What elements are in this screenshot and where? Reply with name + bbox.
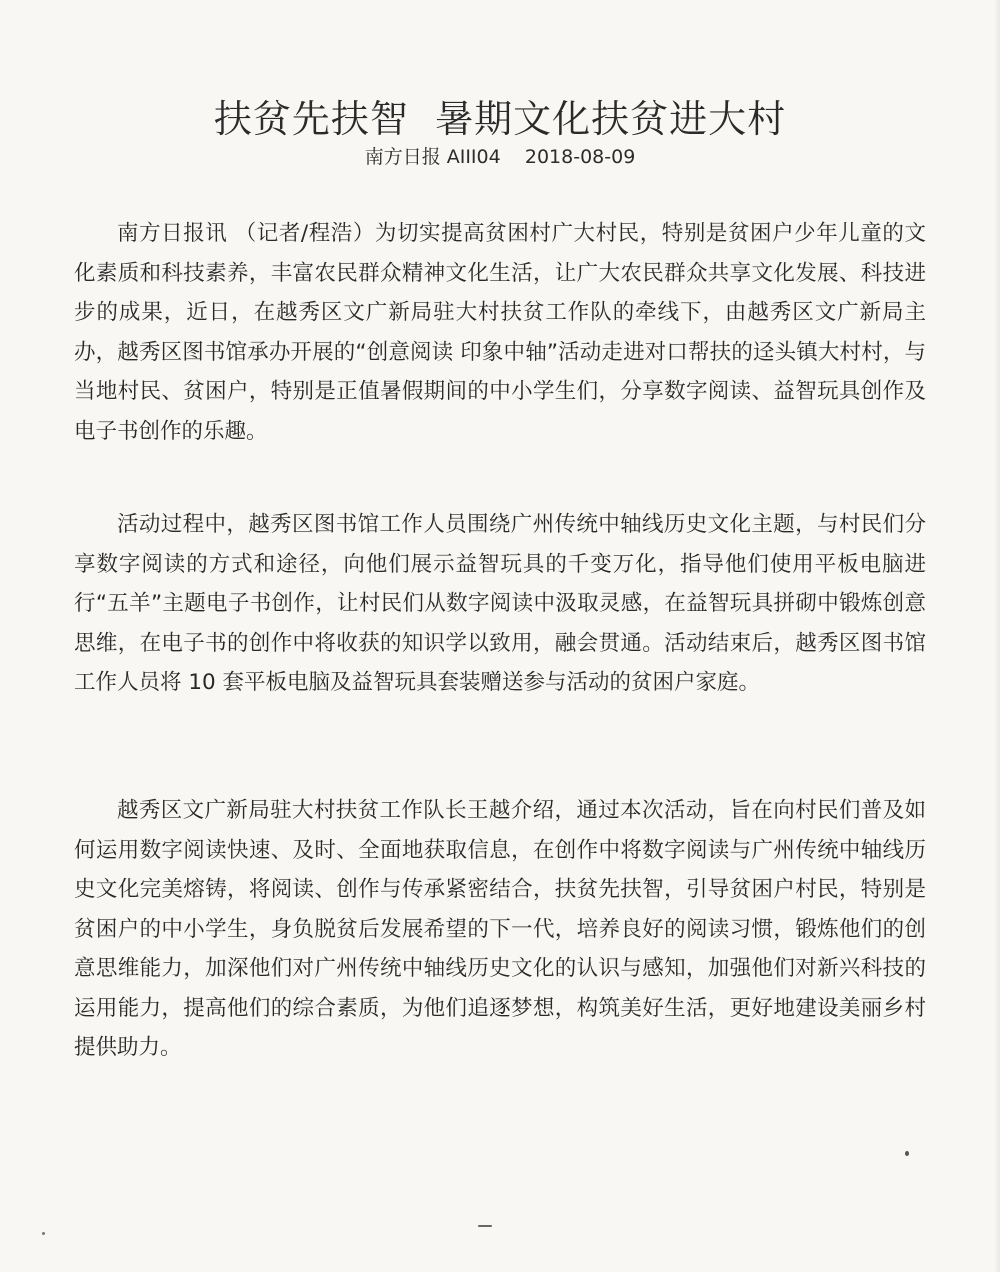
scan-speck [42,1232,45,1235]
scan-edge-shadow [994,0,1000,1272]
article-source-line: 南方日报 AIII04 2018-08-09 [364,146,636,168]
article-title: 扶贫先扶智 暑期文化扶贫进大村 [213,97,787,142]
article-paragraph-3: 越秀区文广新局驻大村扶贫工作队长王越介绍，通过本次活动，旨在向村民们普及如何运用数字阅读快速、及时、全面地获取信息，在创作中将数字阅读与广州传统中轴线历史文化完美熔铸，将阅读、创作与传承紧密结合，扶贫先扶智，引导贫困户村民，特别是贫困户的中小学生，身负脱贫后发展希望的下一代，培养良好的阅读习惯，锻炼他们的创意思维能力，加深他们对广州传统中轴线历史文化的认识与感知，加强他们对新兴科技的运用能力，提高他们的综合素质，为他们追逐梦想，构筑美好生活，更好地建设美丽乡村提供助力。 [74,798,926,1060]
scan-speck [478,1225,492,1227]
article-paragraph-1: 南方日报讯 （记者/程浩）为切实提高贫困村广大村民，特别是贫困户少年儿童的文化素质和科技素养，丰富农民群众精神文化生活，让广大农民群众共享文化发展、科技进步的成果，近日，在越秀区文广新局驻大村扶贫工作队的牵线下，由越秀区文广新局主办，越秀区图书馆承办开展的“创意阅读 印象中轴”活动走进对口帮扶的迳头镇大村村，与当地村民、贫困户，特别是正值暑假期间的中小学生们，分享数字阅读、益智玩具创作及电子书创作的乐趣。 [74,221,926,444]
scan-speck [905,1151,909,1156]
article-paragraph-2: 活动过程中，越秀区图书馆工作人员围绕广州传统中轴线历史文化主题，与村民们分享数字阅读的方式和途径，向他们展示益智玩具的千变万化，指导他们使用平板电脑进行“五羊”主题电子书创作，让村民们从数字阅读中汲取灵感，在益智玩具拼砌中锻炼创意思维，在电子书的创作中将收获的知识学以致用，融会贯通。活动结束后，越秀区图书馆工作人员将 10 套平板电脑及益智玩具套装赠送参与活动的贫困户家庭。 [74,512,926,695]
